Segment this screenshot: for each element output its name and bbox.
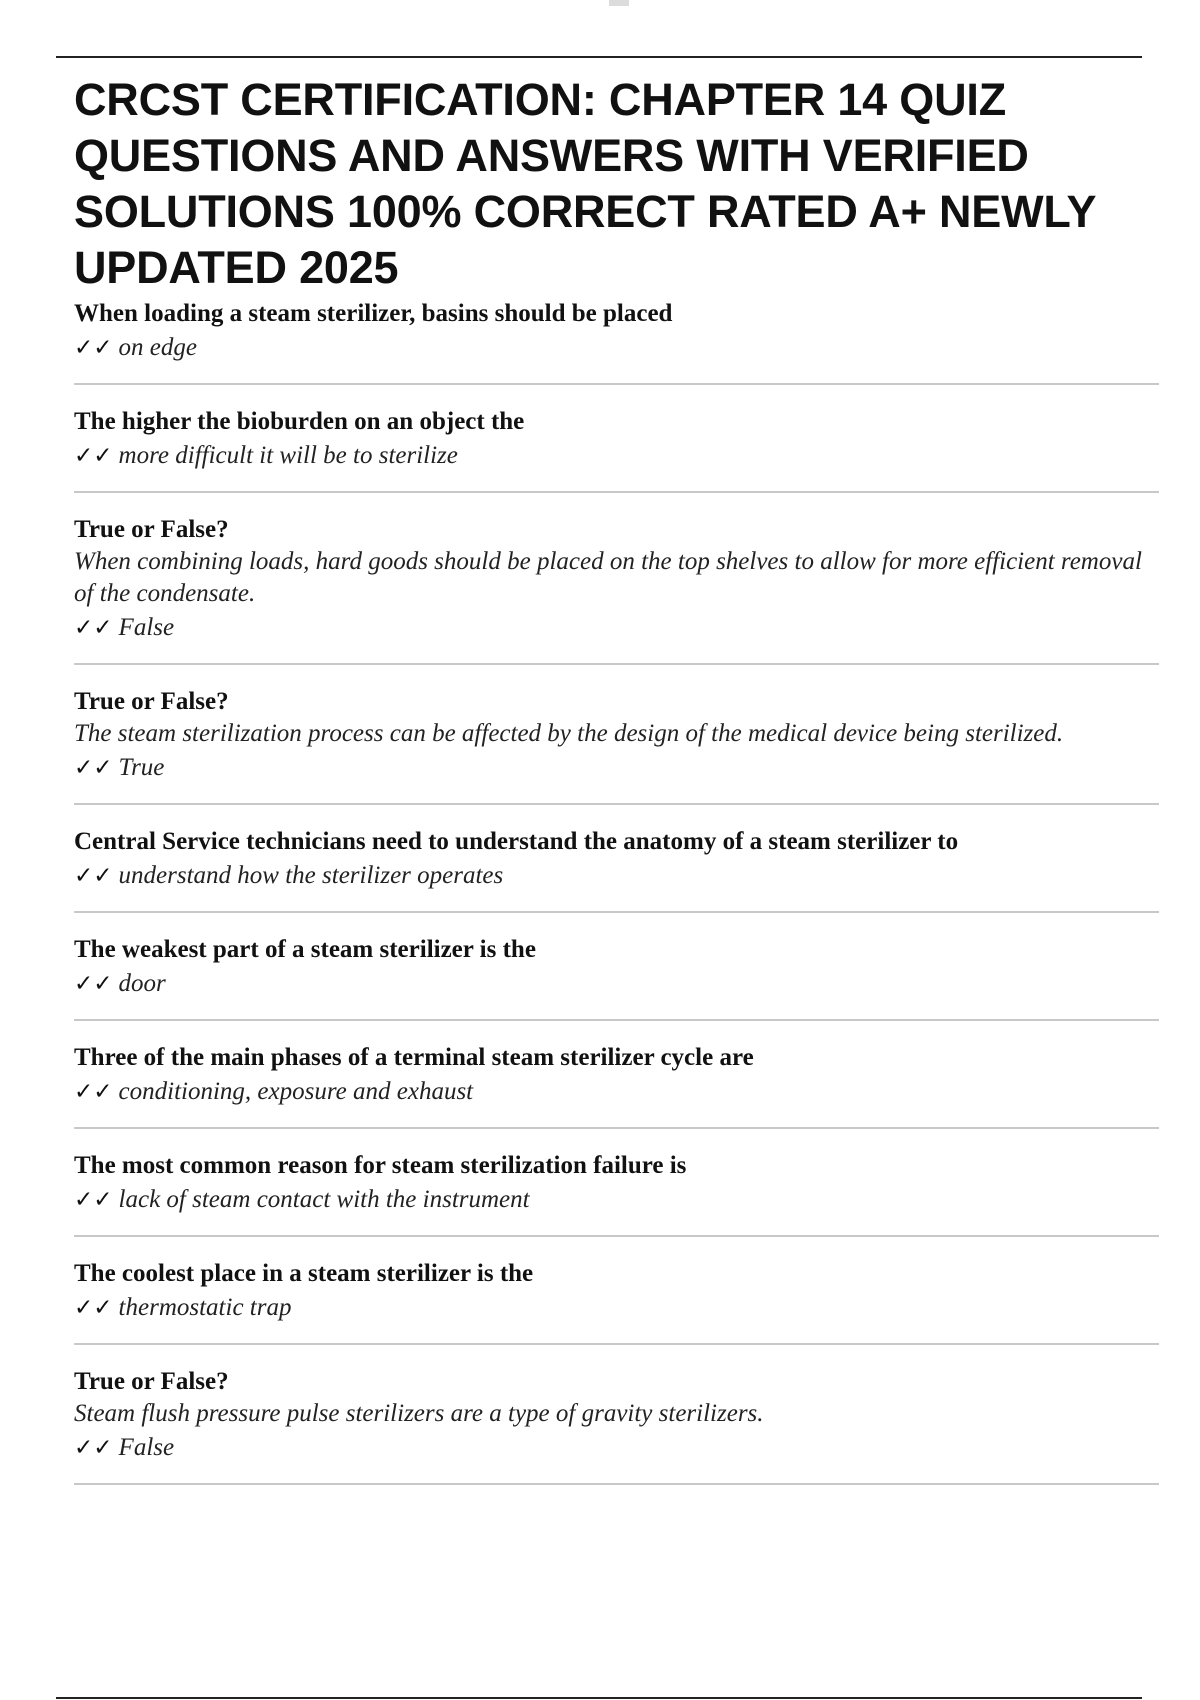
- answer-line: [74, 332, 1159, 364]
- document-body: [74, 72, 1159, 1506]
- qa-item: [74, 514, 1159, 665]
- document-title: CRCST CERTIFICATION: CHAPTER 14 QUIZ QUESTIONS AND ANSWERS WITH VERIFIED SOLUTIONS 100% CORRECT RATED A+ NEWLY UPDATED 2025: [74, 74, 1096, 293]
- answer-text: conditioning, exposure and exhaust: [118, 1078, 474, 1105]
- question-text: True or False?: [74, 516, 229, 543]
- qa-list: [74, 298, 1159, 1485]
- qa-item: [74, 298, 1159, 385]
- question-text: The most common reason for steam sterilization failure is: [74, 1152, 687, 1179]
- answer-line: [74, 1184, 1159, 1216]
- top-page-tab: [609, 0, 629, 6]
- double-check-icon: ✓✓: [74, 1187, 113, 1213]
- qa-item: [74, 826, 1159, 913]
- double-check-icon: ✓✓: [74, 863, 113, 889]
- bottom-divider: [56, 1697, 1142, 1699]
- answer-text: on edge: [118, 334, 197, 361]
- statement-text: The steam sterilization process can be affected by the design of the medical device being sterilized.: [74, 720, 1064, 747]
- question-text: True or False?: [74, 1368, 229, 1395]
- answer-text: False: [118, 614, 175, 641]
- double-check-icon: ✓✓: [74, 971, 113, 997]
- double-check-icon: ✓✓: [74, 443, 113, 469]
- qa-item: [74, 934, 1159, 1021]
- question-text: Three of the main phases of a terminal steam sterilizer cycle are: [74, 1044, 754, 1071]
- qa-item: [74, 1150, 1159, 1237]
- answer-text: lack of steam contact with the instrument: [118, 1186, 530, 1213]
- qa-item: [74, 686, 1159, 805]
- double-check-icon: ✓✓: [74, 615, 113, 641]
- qa-item: [74, 406, 1159, 493]
- double-check-icon: ✓✓: [74, 755, 113, 781]
- question-text: The higher the bioburden on an object the: [74, 408, 525, 435]
- qa-item: [74, 1258, 1159, 1345]
- qa-item: [74, 1042, 1159, 1129]
- top-divider: [56, 56, 1142, 58]
- qa-item: [74, 1366, 1159, 1485]
- answer-text: understand how the sterilizer operates: [118, 862, 504, 889]
- question-text: When loading a steam sterilizer, basins should be placed: [74, 300, 673, 327]
- answer-line: [74, 1432, 1159, 1464]
- question-text: True or False?: [74, 688, 229, 715]
- answer-text: True: [118, 754, 165, 781]
- answer-line: [74, 752, 1159, 784]
- answer-line: [74, 440, 1159, 472]
- question-text: The coolest place in a steam sterilizer is the: [74, 1260, 534, 1287]
- question-text: Central Service technicians need to understand the anatomy of a steam sterilizer to: [74, 828, 959, 855]
- answer-text: False: [118, 1434, 175, 1461]
- question-text: The weakest part of a steam sterilizer is the: [74, 936, 536, 963]
- answer-text: thermostatic trap: [118, 1294, 292, 1321]
- statement-text: Steam flush pressure pulse sterilizers are a type of gravity sterilizers.: [74, 1400, 764, 1427]
- answer-text: more difficult it will be to sterilize: [118, 442, 458, 469]
- double-check-icon: ✓✓: [74, 1435, 113, 1461]
- answer-line: [74, 968, 1159, 1000]
- double-check-icon: ✓✓: [74, 335, 113, 361]
- answer-line: [74, 860, 1159, 892]
- double-check-icon: ✓✓: [74, 1295, 113, 1321]
- answer-line: [74, 1292, 1159, 1324]
- answer-line: [74, 612, 1159, 644]
- answer-line: [74, 1076, 1159, 1108]
- statement-text: When combining loads, hard goods should be placed on the top shelves to allow for more efficient removal of the condensate.: [74, 548, 1142, 607]
- answer-text: door: [118, 970, 166, 997]
- double-check-icon: ✓✓: [74, 1079, 113, 1105]
